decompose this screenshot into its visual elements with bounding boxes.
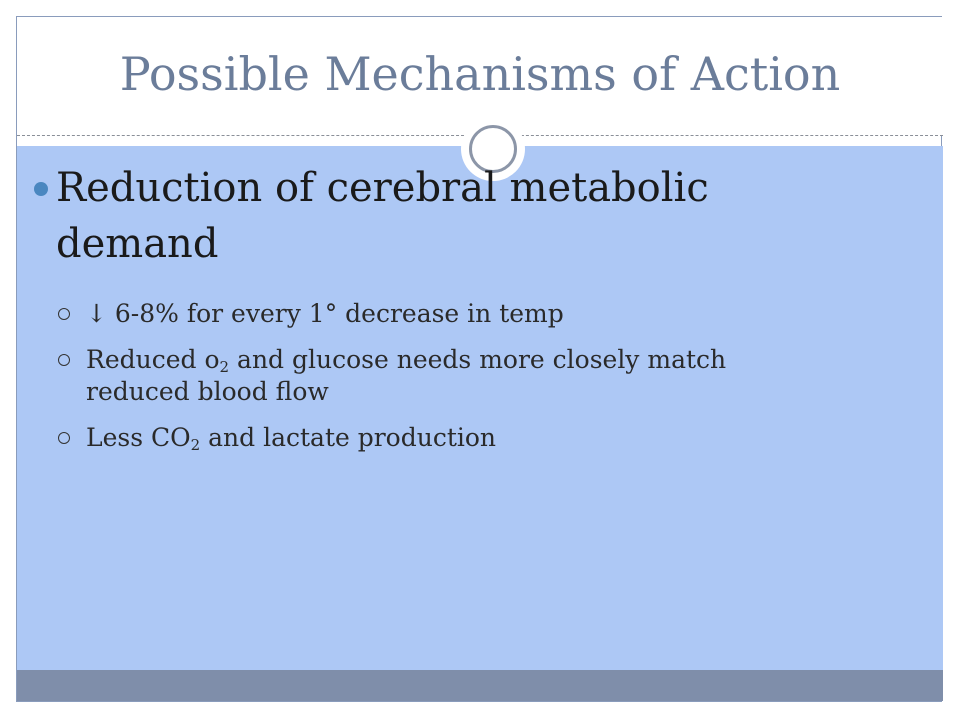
sub-bullet-item (56, 422, 836, 454)
main-bullet-text: Reduction of cerebral metabolic demand (56, 165, 709, 267)
sub-bullet-text-pre: Less CO (86, 423, 191, 452)
sub-bullet-text-post: and lactate production (200, 423, 497, 452)
title-area (17, 17, 943, 136)
slide-title: Possible Mechanisms of Action (119, 47, 841, 101)
hollow-circle-bullet-icon (58, 354, 70, 366)
hollow-circle-bullet-icon (58, 432, 70, 444)
footer-bar (17, 670, 943, 701)
sub-bullet-item (56, 298, 836, 330)
subscript: 2 (219, 358, 230, 376)
oxygen-symbol: o (204, 345, 220, 374)
subscript: 2 (190, 436, 201, 454)
sub-bullet-item (56, 344, 836, 408)
sub-bullet-text-pre: Reduced (86, 345, 205, 374)
sub-bullet-text: ↓ 6-8% for every 1° decrease in temp (86, 299, 564, 328)
sub-bullet-list (56, 298, 836, 468)
hollow-circle-bullet-icon (58, 308, 70, 320)
sub-bullet-text-post: and glucose needs more closely match reduced blood flow (86, 345, 727, 406)
bullet-dot-icon (34, 182, 48, 196)
